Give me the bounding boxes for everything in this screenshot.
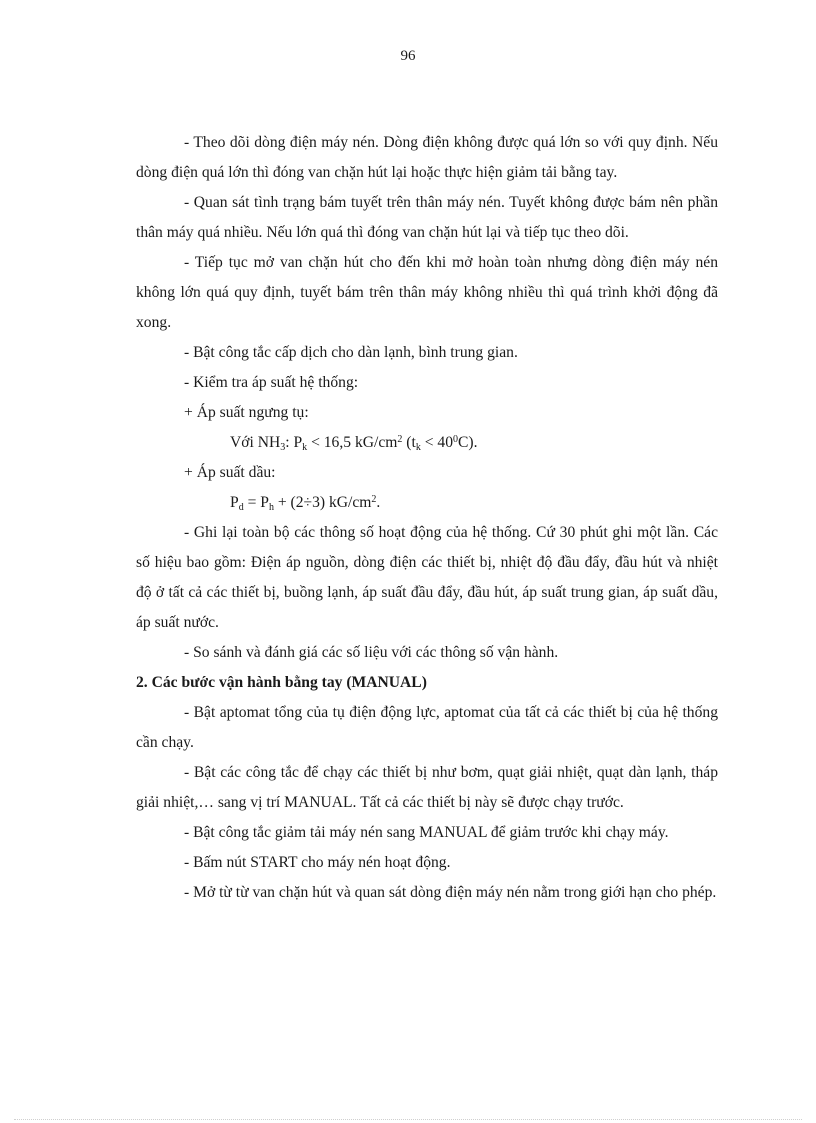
paragraph: - Tiếp tục mở van chặn hút cho đến khi mở hoàn toàn nhưng dòng điện máy nén không lớn quá quy định, tuyết bám trên thân máy không nhiều thì quá trình khởi động đã xong. — [136, 254, 718, 331]
paragraph: - Mở từ từ van chặn hút và quan sát dòng điện máy nén nằm trong giới hạn cho phép. — [184, 884, 717, 901]
document-body — [136, 128, 718, 908]
paragraph: - Bật các công tắc để chạy các thiết bị như bơm, quạt giải nhiệt, quạt dàn lạnh, tháp giải nhiệt,… sang vị trí MANUAL. Tất cả các thiết bị này sẽ được chạy trước. — [136, 764, 718, 811]
formula-condensing-pressure: Với $NH_3$: $P_k < 16,5$ $kG/cm^2$ $(t_k < 40^0C)$. — [230, 434, 478, 453]
page-bottom-divider — [14, 1119, 802, 1120]
paragraph: + Áp suất ngưng tụ: — [184, 404, 309, 421]
paragraph: - Bật công tắc giảm tải máy nén sang MANUAL để giảm trước khi chạy máy. — [184, 824, 669, 841]
paragraph: - Kiểm tra áp suất hệ thống: — [184, 374, 359, 391]
paragraph: - Quan sát tình trạng bám tuyết trên thân máy nén. Tuyết không được bám nên phần thân máy quá nhiều. Nếu lớn quá thì đóng van chặn hút lại và tiếp tục theo dõi. — [136, 194, 718, 241]
page-number: 96 — [400, 48, 416, 64]
formula-oil-pressure: $P_d = P_h + (2\div 3)$ $kG/cm^2$. — [230, 494, 381, 513]
paragraph: - So sánh và đánh giá các số liệu với các thông số vận hành. — [184, 644, 559, 661]
paragraph: - Bật công tắc cấp dịch cho dàn lạnh, bình trung gian. — [184, 344, 518, 361]
paragraph: - Bật aptomat tổng của tụ điện động lực, aptomat của tất cả các thiết bị của hệ thống cần chạy. — [136, 704, 718, 751]
paragraph: - Bấm nút START cho máy nén hoạt động. — [184, 854, 451, 871]
paragraph: - Theo dõi dòng điện máy nén. Dòng điện không được quá lớn so với quy định. Nếu dòng điện quá lớn thì đóng van chặn hút lại hoặc thực hiện giảm tải bằng tay. — [136, 134, 718, 181]
paragraph: + Áp suất dầu: — [184, 464, 276, 481]
paragraph: - Ghi lại toàn bộ các thông số hoạt động của hệ thống. Cứ 30 phút ghi một lần. Các số hiệu bao gồm: Điện áp nguồn, dòng điện các thiết bị, nhiệt độ đầu đẩy, đầu hút và nhiệt độ ở tất cả các thiết bị, buồng lạnh, áp suất đầu đẩy, đầu hút, áp suất trung gian, áp suất dầu, áp suất nước. — [136, 524, 718, 631]
section-heading: 2. Các bước vận hành bằng tay (MANUAL) — [136, 674, 427, 691]
